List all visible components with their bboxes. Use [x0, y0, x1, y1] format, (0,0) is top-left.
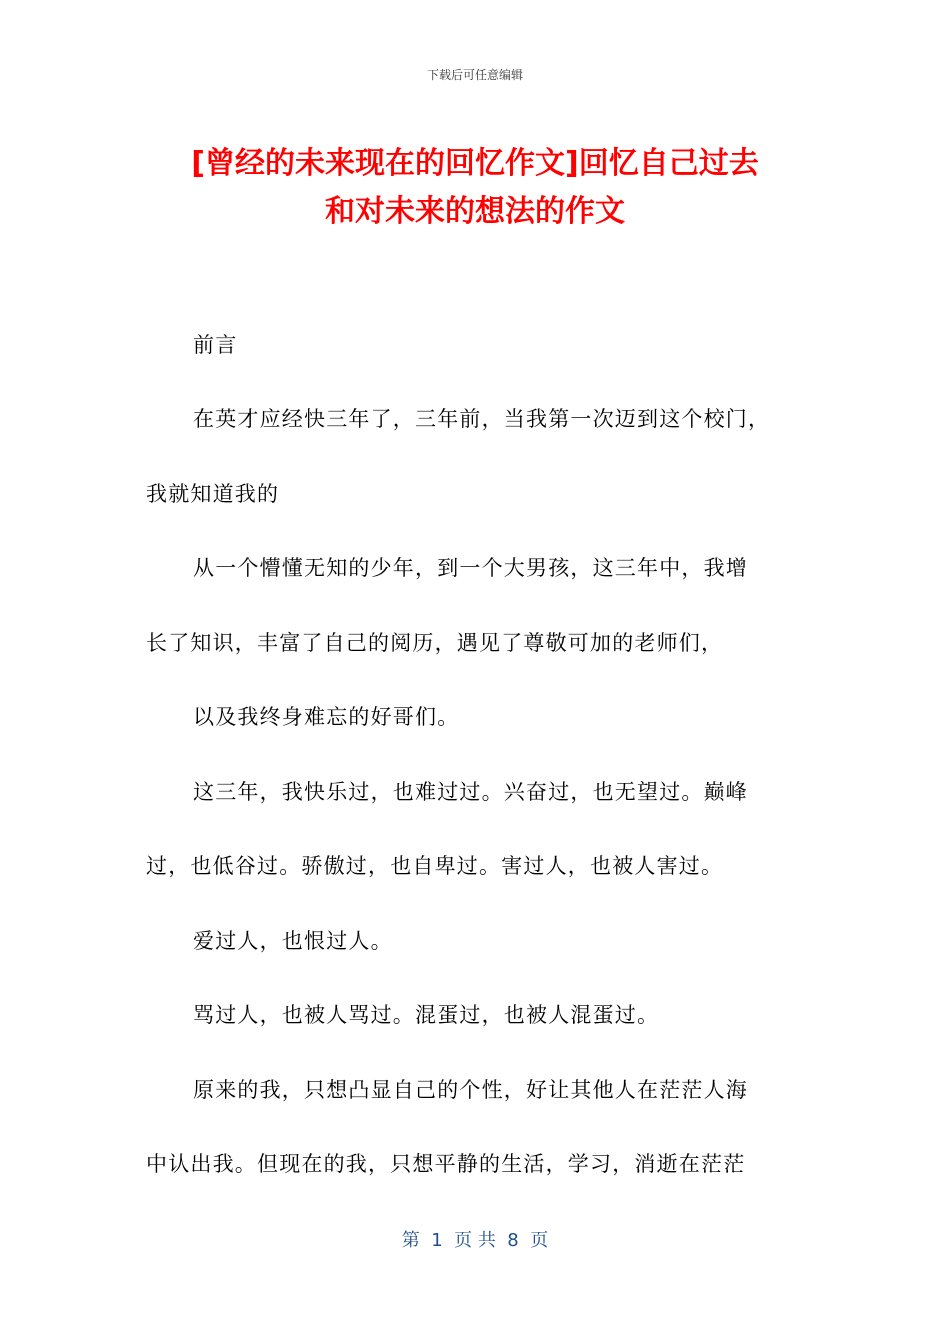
body-line: 以及我终身难忘的好哥们。	[193, 705, 460, 729]
body-line: 过，也低谷过。骄傲过，也自卑过。害过人，也被人害过。	[146, 854, 724, 878]
title-line-2: 和对未来的想法的作文	[325, 194, 625, 229]
body-line: 前言	[193, 333, 238, 357]
body-line: 我就知道我的	[146, 482, 280, 506]
body-line: 爱过人，也恨过人。	[193, 929, 393, 953]
body-line: 中认出我。但现在的我，只想平静的生活，学习，消逝在茫茫	[146, 1152, 746, 1176]
page-footer: 第 1 页 共 8 页	[401, 1230, 549, 1251]
body-line: 长了知识，丰富了自己的阅历，遇见了尊敬可加的老师们，	[146, 631, 724, 655]
body-line: 骂过人，也被人骂过。混蛋过，也被人混蛋过。	[193, 1003, 660, 1027]
body-line: 原来的我，只想凸显自己的个性，好让其他人在茫茫人海	[193, 1078, 748, 1102]
body-line: 这三年，我快乐过，也难过过。兴奋过，也无望过。巅峰	[193, 780, 748, 804]
body-line: 在英才应经快三年了，三年前，当我第一次迈到这个校门，	[193, 407, 771, 431]
header-note: 下载后可任意编辑	[426, 68, 523, 82]
title-line-1: [曾经的未来现在的回忆作文]回忆自己过去	[191, 146, 759, 181]
body-line: 从一个懵懂无知的少年，到一个大男孩，这三年中，我增	[193, 556, 748, 580]
document-title	[120, 140, 830, 236]
